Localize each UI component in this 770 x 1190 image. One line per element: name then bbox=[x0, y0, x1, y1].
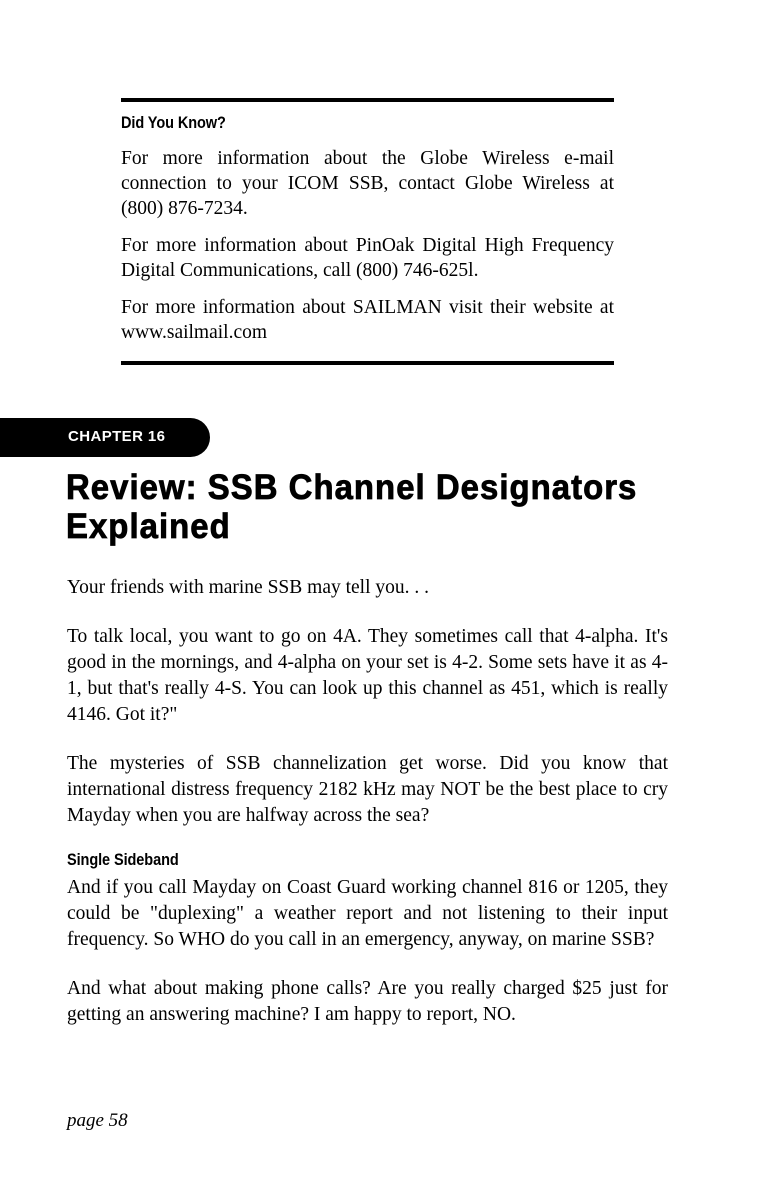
did-you-know-callout bbox=[121, 98, 614, 365]
chapter-banner-label: CHAPTER 16 bbox=[68, 428, 166, 445]
section-heading-single-sideband: Single Sideband bbox=[67, 851, 179, 869]
body-paragraph-2: The mysteries of SSB channelization get worse. Did you know that international distress frequency 2182 kHz may NOT be the best place to cry Mayday when you are halfway across the sea? bbox=[67, 753, 668, 826]
callout-paragraph-3: For more information about SAILMAN visit their website at www.sailmail.com bbox=[121, 296, 614, 343]
callout-bottom-rule bbox=[121, 361, 614, 365]
body-column bbox=[67, 575, 668, 1051]
body-intro-paragraph: Your friends with marine SSB may tell you. . . bbox=[67, 577, 430, 598]
callout-paragraph-2: For more information about PinOak Digital High Frequency Digital Communications, call (800) 746-625l. bbox=[121, 234, 614, 281]
body-paragraph-1: To talk local, you want to go on 4A. They sometimes call that 4-alpha. It's good in the mornings, and 4-alpha on your set is 4-2. Some sets have it as 4-1, but that's really 4-S. You can look up this channel as 451, which is really 4146. Got it?" bbox=[67, 626, 668, 725]
callout-top-rule bbox=[121, 98, 614, 102]
body-paragraph-3: And if you call Mayday on Coast Guard working channel 816 or 1205, they could be "duplexing" a weather report and not listening to their input frequency. So WHO do you call in an emergency, anyway, on marine SSB? bbox=[67, 876, 668, 950]
page-number: page 58 bbox=[67, 1110, 128, 1131]
body-paragraph-4: And what about making phone calls? Are you really charged $25 just for getting an answering machine? I am happy to report, NO. bbox=[67, 977, 668, 1025]
callout-paragraph-1: For more information about the Globe Wireless e-mail connection to your ICOM SSB, contact Globe Wireless at (800) 876-7234. bbox=[121, 147, 614, 219]
callout-heading: Did You Know? bbox=[121, 114, 226, 132]
chapter-title: Review: SSB Channel Designators Explained bbox=[66, 468, 638, 546]
chapter-banner bbox=[0, 418, 210, 457]
